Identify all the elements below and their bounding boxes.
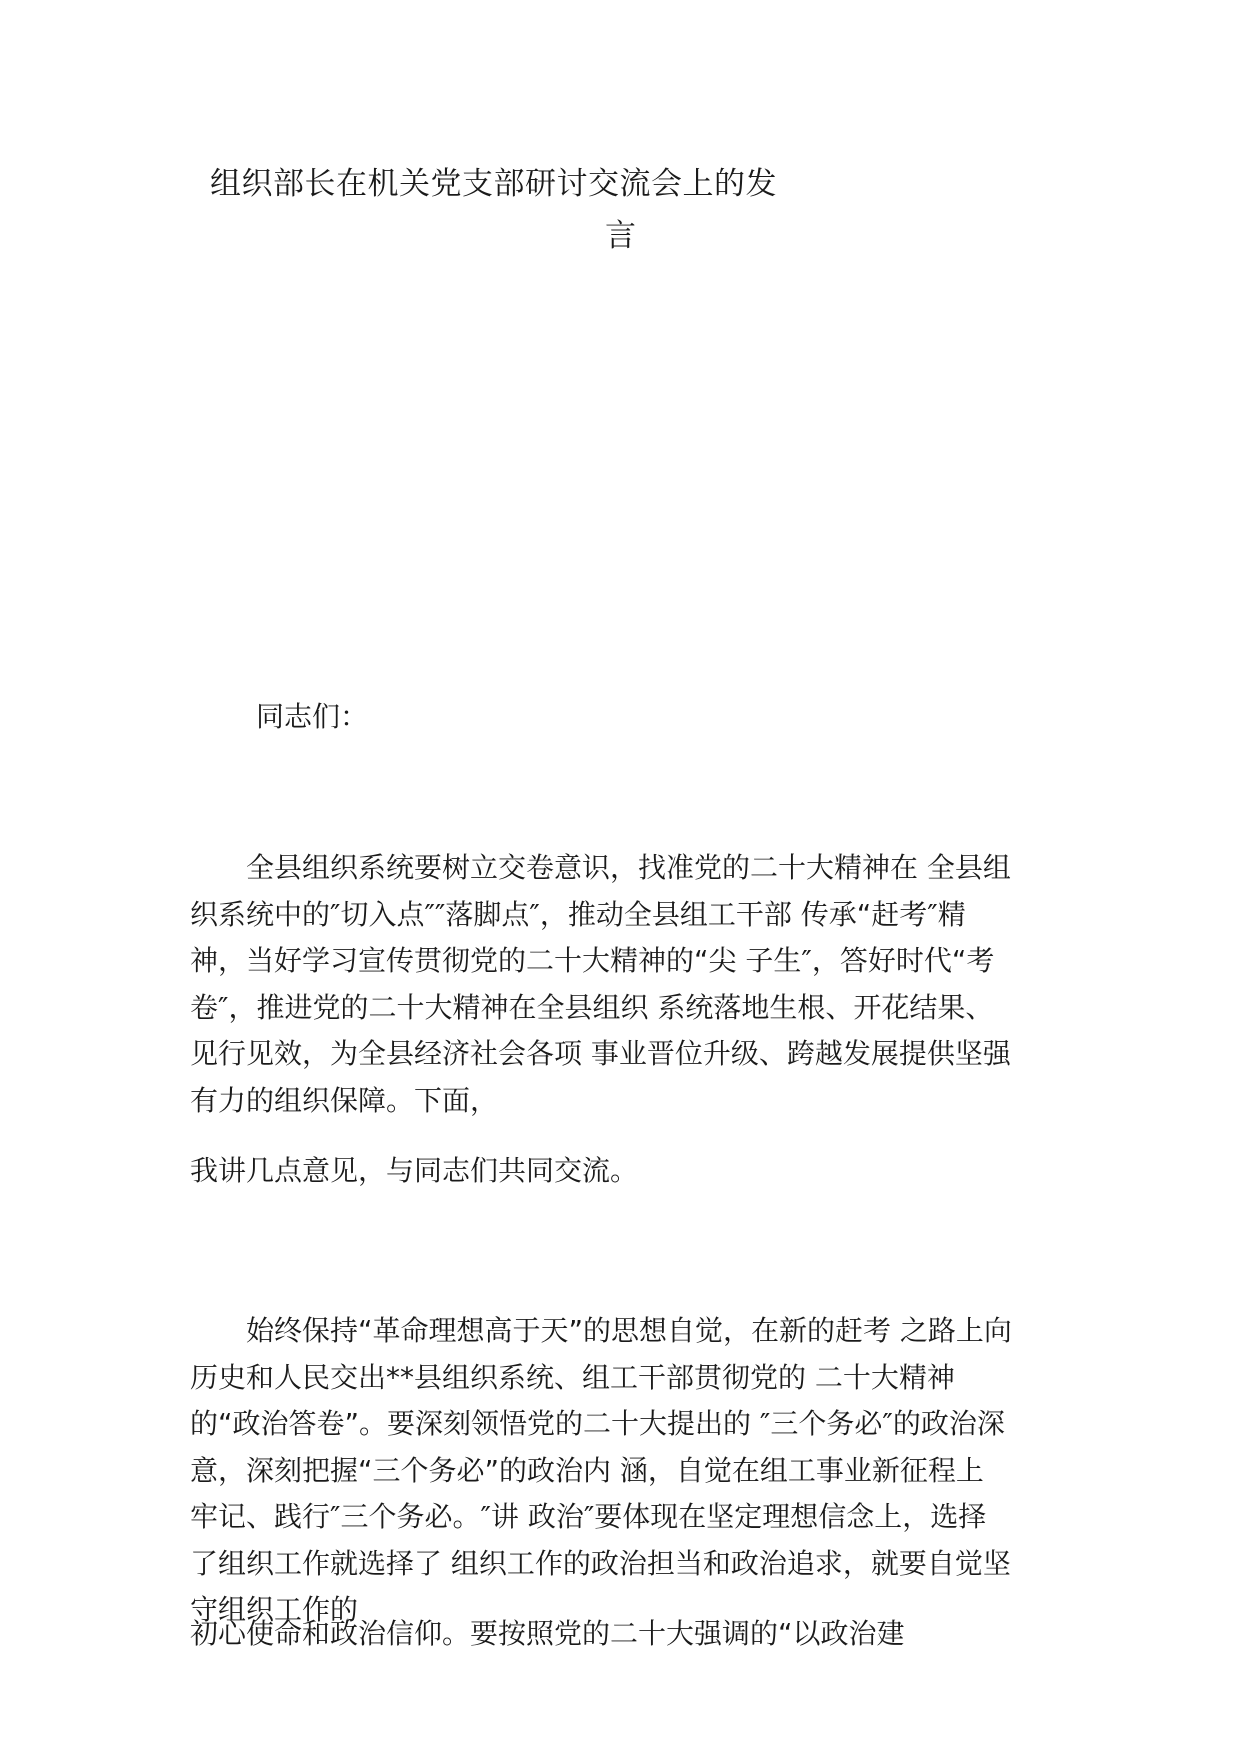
document-title-line-1: 组织部长在机关党支部研讨交流会上的发: [210, 166, 777, 202]
paragraph-2-line: 始终保持“革命理想高于天”的思想自觉，在新的赶考 之路上向: [190, 1314, 1012, 1347]
paragraph-1-line: 卷″，推进党的二十大精神在全县组织 系统落地生根、开花结果、: [190, 990, 994, 1024]
paragraph-2-line: 了组织工作就选择了 组织工作的政治担当和政治追求，就要自觉坚: [190, 1546, 1011, 1580]
document-title-line-2: 言: [605, 218, 636, 254]
paragraph-1-line: 织系统中的″切入点″″落脚点″，推动全县组工干部 传承“赶考″精: [190, 897, 966, 931]
paragraph-2-line: 守组织工作的: [190, 1593, 359, 1626]
paragraph-1-line: 神，当好学习宣传贯彻党的二十大精神的“尖 子生″，答好时代“考: [190, 944, 995, 977]
paragraph-1-continuation-line: 我讲几点意见，与同志们共同交流。: [190, 1154, 639, 1187]
paragraph-1: [190, 845, 1070, 1124]
paragraph-2-line: 意，深刻把握“三个务必”的政治内 涵，自觉在组工事业新征程上: [190, 1453, 984, 1487]
paragraph-2-line: 历史和人民交出**县组织系统、组工干部贯彻党的 二十大精神: [190, 1360, 955, 1394]
paragraph-1-line: 全县组织系统要树立交卷意识，找准党的二十大精神在 全县组: [190, 851, 1011, 884]
paragraph-2: [190, 1308, 1070, 1634]
paragraph-2-line: 牢记、践行″三个务必。″讲 政治″要体现在坚定理想信念上，选择: [190, 1500, 987, 1533]
paragraph-1-line: 见行见效，为全县经济社会各项 事业晋位升级、跨越发展提供坚强: [190, 1037, 1011, 1070]
paragraph-2-line: 的“政治答卷”。要深刻领悟党的二十大提出的 ″三个务必″的政治深: [190, 1407, 1005, 1440]
paragraph-2-continuation-line: 初心使命和政治信仰。要按照党的二十大强调的“以政治建: [190, 1617, 905, 1650]
paragraph-1-continuation: [190, 1148, 1070, 1195]
paragraph-1-line: 有力的组织保障。下面，: [190, 1083, 499, 1117]
salutation: 同志们：: [256, 700, 369, 733]
paragraph-2-continuation: [190, 1611, 1070, 1658]
